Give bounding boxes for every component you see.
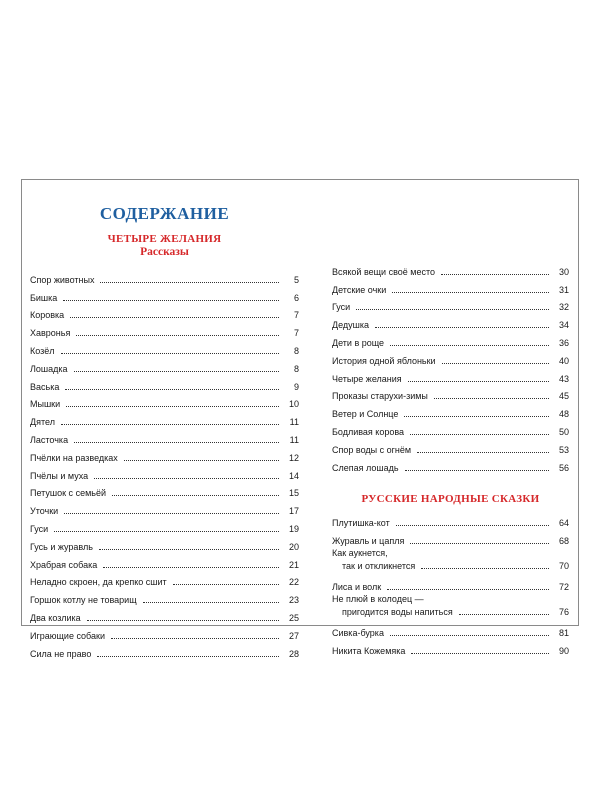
toc-dot-leader [124, 460, 279, 461]
toc-entry[interactable] [30, 304, 299, 322]
toc-entry[interactable] [30, 499, 299, 517]
toc-entry-title: Сивка-бурка [332, 627, 384, 638]
toc-entry[interactable] [332, 278, 569, 296]
toc-entry[interactable] [30, 357, 299, 375]
toc-entry-title: Бишка [30, 292, 58, 303]
toc-entry[interactable] [332, 349, 569, 367]
toc-entry-page: 22 [288, 577, 299, 588]
toc-entry[interactable] [332, 296, 569, 314]
toc-entry-page: 20 [288, 541, 299, 552]
toc-dot-leader [94, 478, 279, 479]
toc-entry-title: Ласточка [30, 434, 69, 445]
toc-entry-title: Козёл [30, 345, 55, 356]
toc-entry[interactable] [30, 535, 299, 553]
toc-entry-page: 11 [289, 434, 299, 445]
toc-entry[interactable] [30, 393, 299, 411]
toc-entry-page: 81 [558, 627, 569, 638]
toc-entry-title: Уточки [30, 506, 59, 517]
toc-entry[interactable] [30, 286, 299, 304]
toc-entry-page: 7 [293, 328, 299, 339]
toc-dot-leader [404, 416, 549, 417]
toc-entry[interactable] [30, 606, 299, 624]
left-column [30, 204, 299, 660]
toc-entry-line2 [332, 605, 569, 618]
toc-entry-title-line1: Как аукнется, [332, 548, 388, 559]
toc-entry-title-line2: пригодится воды напиться [342, 606, 453, 617]
toc-entry[interactable] [332, 547, 569, 575]
toc-entry-page: 90 [558, 645, 569, 656]
toc-entry-title: Сила не право [30, 648, 92, 659]
toc-entry-line2 [332, 559, 569, 572]
toc-entry[interactable] [332, 260, 569, 278]
toc-entry[interactable] [332, 512, 569, 530]
toc-entry-title: Петушок с семьёй [30, 488, 106, 499]
toc-dot-leader [392, 292, 549, 293]
toc-entry[interactable] [332, 456, 569, 474]
toc-dot-leader [390, 345, 549, 346]
toc-entry[interactable] [332, 575, 569, 593]
toc-entry-page: 25 [288, 612, 299, 623]
toc-dot-leader [390, 635, 549, 636]
toc-dot-leader [405, 470, 549, 471]
toc-entry-page: 70 [558, 561, 569, 572]
toc-dot-leader [387, 589, 549, 590]
toc-dot-leader [54, 531, 279, 532]
toc-dot-leader [411, 653, 549, 654]
toc-entry-title: Бодливая корова [332, 426, 405, 437]
toc-dot-leader [111, 638, 279, 639]
toc-entry-page: 64 [558, 518, 569, 529]
section-title-four-wishes: ЧЕТЫРЕ ЖЕЛАНИЯ [107, 233, 222, 245]
toc-entry[interactable] [332, 593, 569, 621]
toc-entry-title: Детские очки [332, 284, 387, 295]
toc-entry[interactable] [30, 446, 299, 464]
toc-dot-leader [441, 274, 549, 275]
toc-entry[interactable] [30, 482, 299, 500]
toc-entry[interactable] [332, 385, 569, 403]
toc-entry-title: Пчёлы и муха [30, 470, 89, 481]
section-subtitle-stories: Рассказы [140, 246, 189, 258]
toc-entry-page: 28 [288, 648, 299, 659]
toc-entry[interactable] [332, 402, 569, 420]
toc-entry-title: Дятел [30, 417, 55, 428]
toc-dot-leader [410, 543, 549, 544]
toc-entry-title: Коровка [30, 310, 65, 321]
toc-entry[interactable] [332, 529, 569, 547]
page-title: СОДЕРЖАНИЕ [99, 204, 230, 223]
toc-dot-leader [61, 424, 279, 425]
toc-dot-leader [65, 389, 279, 390]
toc-entry[interactable] [30, 517, 299, 535]
toc-entry-title: Пчёлки на разведках [30, 452, 118, 463]
toc-entry-page: 76 [558, 606, 569, 617]
toc-entry-page: 68 [558, 536, 569, 547]
toc-entry-title: Горшок котлу не товарищ [30, 595, 137, 606]
toc-entry-page: 21 [288, 559, 299, 570]
toc-entry[interactable] [30, 588, 299, 606]
section-title-folk-tales: РУССКИЕ НАРОДНЫЕ СКАЗКИ [361, 492, 540, 505]
toc-entry[interactable] [30, 339, 299, 357]
toc-entry-page: 8 [293, 345, 299, 356]
toc-dot-leader [410, 434, 549, 435]
toc-dot-leader [173, 584, 279, 585]
toc-dot-leader [103, 567, 279, 568]
toc-entry-title: История одной яблоньки [332, 355, 436, 366]
toc-dot-leader [421, 568, 549, 569]
toc-entry-title: Плутишка-кот [332, 518, 390, 529]
toc-entry-title: Слепая лошадь [332, 462, 399, 473]
right-column [332, 260, 569, 657]
toc-entry-title: Гуси [332, 302, 351, 313]
toc-entry-title: Васька [30, 381, 60, 392]
toc-entry-page: 9 [293, 381, 299, 392]
toc-entry-page: 48 [558, 409, 569, 420]
toc-entry-page: 43 [558, 373, 569, 384]
toc-entry[interactable] [30, 321, 299, 339]
toc-dot-leader [97, 656, 279, 657]
toc-entry-page: 72 [558, 581, 569, 592]
toc-entry-title: Никита Кожемяка [332, 645, 406, 656]
toc-dot-leader [100, 282, 279, 283]
toc-dot-leader [74, 442, 279, 443]
toc-entry-page: 7 [293, 310, 299, 321]
toc-entry-title: Играющие собаки [30, 630, 105, 641]
toc-entry-page: 32 [558, 302, 569, 313]
toc-entry-title: Мышки [30, 399, 61, 410]
toc-entry-page: 34 [558, 320, 569, 331]
toc-entry[interactable] [332, 420, 569, 438]
toc-dot-leader [356, 309, 549, 310]
toc-entry[interactable] [30, 375, 299, 393]
toc-entry[interactable] [30, 624, 299, 642]
toc-list-left [30, 268, 299, 660]
toc-entry-title: Спор животных [30, 274, 95, 285]
toc-entry[interactable] [332, 331, 569, 349]
toc-entry-title: Всякой вещи своё место [332, 266, 435, 277]
toc-entry-page: 12 [288, 452, 299, 463]
toc-dot-leader [408, 381, 549, 382]
toc-entry-page: 40 [558, 355, 569, 366]
toc-entry-title-line2: так и откликнется [342, 561, 416, 572]
toc-dot-leader [76, 335, 279, 336]
toc-entry-page: 53 [558, 444, 569, 455]
toc-entry[interactable] [332, 438, 569, 456]
toc-entry-title: Дедушка [332, 320, 370, 331]
toc-dot-leader [396, 525, 549, 526]
toc-entry-title: Дети в роще [332, 337, 385, 348]
toc-entry[interactable] [30, 464, 299, 482]
toc-entry-title: Четыре желания [332, 373, 402, 384]
toc-dot-leader [87, 620, 279, 621]
toc-entry-title: Спор воды с огнём [332, 444, 412, 455]
toc-entry-page: 5 [293, 274, 299, 285]
toc-entry-page: 27 [288, 630, 299, 641]
toc-entry-page: 19 [288, 523, 299, 534]
toc-entry[interactable] [30, 410, 299, 428]
toc-entry-page: 17 [288, 506, 299, 517]
toc-entry-title: Лошадка [30, 363, 68, 374]
toc-list-right [332, 260, 569, 474]
toc-entry-page: 6 [293, 292, 299, 303]
toc-dot-leader [74, 371, 279, 372]
toc-entry-page: 36 [558, 337, 569, 348]
toc-entry[interactable] [332, 639, 569, 657]
toc-entry-title: Проказы старухи-зимы [332, 391, 428, 402]
toc-dot-leader [375, 327, 549, 328]
toc-dot-leader [143, 602, 279, 603]
toc-dot-leader [417, 452, 549, 453]
toc-entry-page: 23 [288, 595, 299, 606]
toc-dot-leader [434, 398, 549, 399]
toc-entry-page: 10 [288, 399, 299, 410]
toc-dot-leader [61, 353, 279, 354]
toc-dot-leader [66, 406, 279, 407]
toc-entry-page: 8 [293, 363, 299, 374]
toc-entry-page: 30 [558, 266, 569, 277]
toc-entry-title: Гуси [30, 523, 49, 534]
toc-entry-title: Неладно скроен, да крепко сшит [30, 577, 167, 588]
toc-dot-leader [459, 614, 549, 615]
toc-entry-title-line1: Не плюй в колодец — [332, 593, 424, 604]
toc-entry-page: 15 [288, 488, 299, 499]
toc-dot-leader [99, 549, 279, 550]
toc-list-folk-tales [332, 512, 569, 657]
toc-entry-title: Ветер и Солнце [332, 409, 399, 420]
toc-entry[interactable] [332, 367, 569, 385]
toc-entry-page: 14 [288, 470, 299, 481]
toc-entry-page: 50 [558, 426, 569, 437]
toc-dot-leader [70, 317, 279, 318]
toc-entry[interactable] [30, 553, 299, 571]
toc-entry-title: Хавронья [30, 328, 71, 339]
toc-entry-title: Журавль и цапля [332, 536, 405, 547]
toc-entry-page: 56 [558, 462, 569, 473]
toc-entry[interactable] [30, 571, 299, 589]
toc-entry-title: Гусь и журавль [30, 541, 93, 552]
toc-dot-leader [442, 363, 549, 364]
toc-entry-page: 31 [558, 284, 569, 295]
toc-dot-leader [63, 300, 279, 301]
toc-dot-leader [112, 495, 279, 496]
toc-entry-page: 11 [289, 417, 299, 428]
toc-entry-title: Два козлика [30, 612, 81, 623]
toc-dot-leader [64, 513, 279, 514]
toc-entry[interactable] [30, 428, 299, 446]
toc-entry-title: Храбрая собака [30, 559, 98, 570]
toc-entry[interactable] [332, 621, 569, 639]
toc-entry-page: 45 [558, 391, 569, 402]
toc-entry-title: Лиса и волк [332, 581, 382, 592]
book-spread [21, 179, 579, 659]
toc-entry[interactable] [30, 268, 299, 286]
toc-entry[interactable] [332, 313, 569, 331]
toc-entry[interactable] [30, 642, 299, 660]
